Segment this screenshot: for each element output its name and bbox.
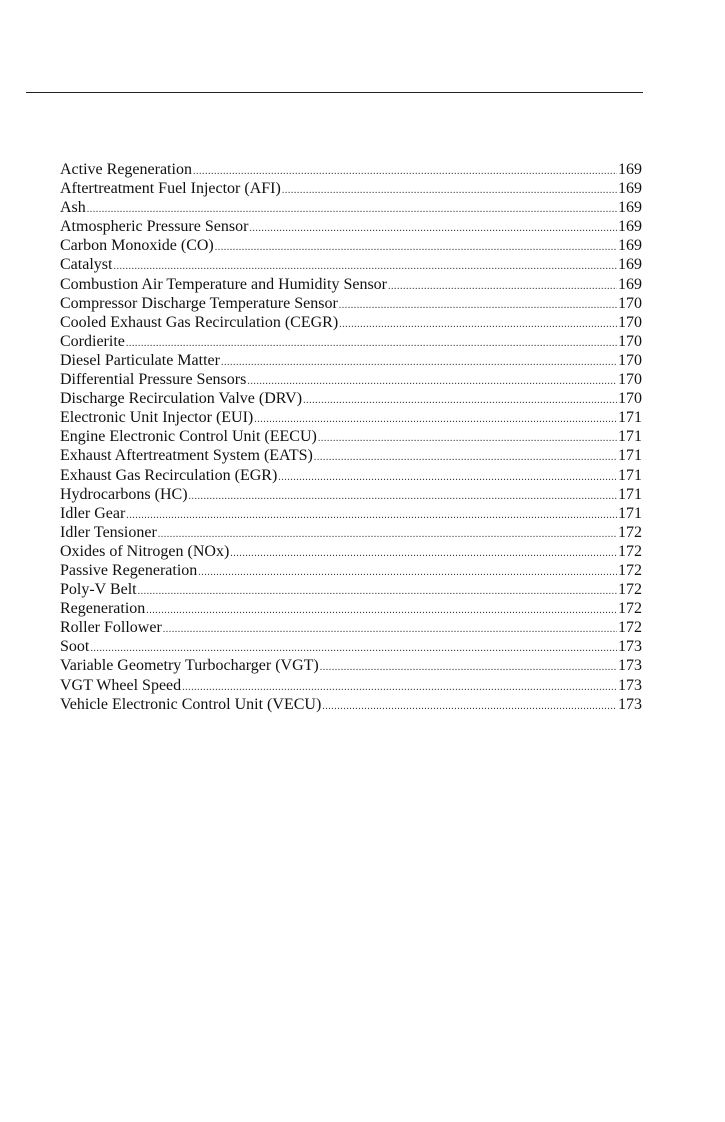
index-page-number: 172 [618, 561, 642, 579]
index-page-number: 171 [618, 504, 642, 522]
index-entry [60, 427, 642, 446]
dot-leader [339, 315, 617, 334]
index-page-number: 171 [618, 485, 642, 503]
index-entry [60, 523, 642, 542]
index-page-number: 169 [618, 237, 642, 255]
index-entry [60, 313, 642, 332]
dot-leader [215, 238, 617, 257]
index-term: Idler Gear [60, 504, 126, 522]
index-term: Discharge Recirculation Valve (DRV) [60, 390, 303, 408]
index-page-number: 172 [618, 619, 642, 637]
index-term: Compressor Discharge Temperature Sensor [60, 294, 338, 312]
index-entry [60, 580, 642, 599]
index-term: Variable Geometry Turbocharger (VGT) [60, 657, 319, 675]
dot-leader [230, 544, 617, 563]
dot-leader [322, 697, 617, 716]
index-entry [60, 542, 642, 561]
index-term: Idler Tensioner [60, 523, 157, 541]
dot-leader [126, 506, 617, 525]
dot-leader [221, 353, 617, 372]
index-term: Active Regeneration [60, 161, 192, 178]
index-page-number: 172 [618, 581, 642, 599]
index-entry [60, 198, 642, 217]
index-page-number: 169 [618, 180, 642, 198]
index-page-number: 171 [618, 428, 642, 446]
index-page-number: 172 [618, 600, 642, 618]
dot-leader [138, 582, 617, 601]
index-entry [60, 599, 642, 618]
index-term: Roller Follower [60, 619, 162, 637]
index-term: Passive Regeneration [60, 561, 198, 579]
index-entry [60, 389, 642, 408]
index-page-number: 173 [618, 638, 642, 656]
dot-leader [163, 620, 617, 639]
index-page-number: 169 [618, 161, 642, 178]
index-page-number: 173 [618, 676, 642, 694]
dot-leader [198, 563, 617, 582]
index-term: Regeneration [60, 600, 146, 618]
index-entry [60, 255, 642, 274]
header-rule [26, 92, 643, 93]
index-entry [60, 332, 642, 351]
index-page-number: 171 [618, 409, 642, 427]
index-term: Cordierite [60, 332, 125, 350]
index-page-number: 170 [618, 313, 642, 331]
index-entry [60, 160, 642, 179]
index-entry [60, 370, 642, 389]
index-term: Hydrocarbons (HC) [60, 485, 188, 503]
index-term: Differential Pressure Sensors [60, 371, 247, 389]
index-entry [60, 294, 642, 313]
index-term: Aftertreatment Fuel Injector (AFI) [60, 180, 281, 198]
index-page-number: 171 [618, 466, 642, 484]
index-term: Exhaust Gas Recirculation (EGR) [60, 466, 278, 484]
dot-leader [189, 487, 617, 506]
index-term: Poly-V Belt [60, 581, 137, 599]
dot-leader [318, 429, 617, 448]
index-entry [60, 179, 642, 198]
index-entry [60, 561, 642, 580]
index-entry [60, 466, 642, 485]
index-page-number: 169 [618, 199, 642, 217]
index-entry [60, 618, 642, 637]
dot-leader [314, 448, 617, 467]
index-page-number: 170 [618, 332, 642, 350]
index-page-number: 169 [618, 218, 642, 236]
index-page-number: 172 [618, 542, 642, 560]
index-term: Catalyst [60, 256, 113, 274]
dot-leader [282, 181, 617, 200]
index-page-number: 170 [618, 371, 642, 389]
dot-leader [249, 219, 617, 238]
index-term: Diesel Particulate Matter [60, 351, 220, 369]
index-term: Engine Electronic Control Unit (EECU) [60, 428, 317, 446]
dot-leader [339, 296, 617, 315]
index-entry [60, 504, 642, 523]
index-entry [60, 637, 642, 656]
index-page-number: 169 [618, 256, 642, 274]
index-entry [60, 275, 642, 294]
index-term: Carbon Monoxide (CO) [60, 237, 214, 255]
index-term: Ash [60, 199, 86, 217]
dot-leader [278, 468, 617, 487]
index-page-number: 173 [618, 695, 642, 713]
index-page-number: 172 [618, 523, 642, 541]
index-entry [60, 676, 642, 695]
dot-leader [146, 601, 617, 620]
index-entry [60, 485, 642, 504]
index-entry [60, 695, 642, 714]
index-page-number: 170 [618, 351, 642, 369]
index-page-number: 170 [618, 390, 642, 408]
index-entry [60, 656, 642, 675]
index-page-number: 170 [618, 294, 642, 312]
index-page-number: 171 [618, 447, 642, 465]
dot-leader [320, 658, 617, 677]
index-term: Exhaust Aftertreatment System (EATS) [60, 447, 313, 465]
index-page-number: 173 [618, 657, 642, 675]
index-term: Atmospheric Pressure Sensor [60, 218, 249, 236]
index-term: Electronic Unit Injector (EUI) [60, 409, 254, 427]
index-page-number: 169 [618, 275, 642, 293]
index-term: Cooled Exhaust Gas Recirculation (CEGR) [60, 313, 339, 331]
index-term: Combustion Air Temperature and Humidity Sensor [60, 275, 387, 293]
index-entry [60, 446, 642, 465]
index-entry [60, 236, 642, 255]
dot-leader [388, 277, 617, 296]
glossary-index-list [60, 160, 642, 714]
index-entry [60, 408, 642, 427]
index-term: Vehicle Electronic Control Unit (VECU) [60, 695, 322, 713]
index-entry [60, 217, 642, 236]
index-entry [60, 351, 642, 370]
index-term: Oxides of Nitrogen (NOx) [60, 542, 230, 560]
dot-leader [247, 372, 617, 391]
index-term: Soot [60, 638, 90, 656]
dot-leader [303, 391, 617, 410]
index-term: VGT Wheel Speed [60, 676, 182, 694]
